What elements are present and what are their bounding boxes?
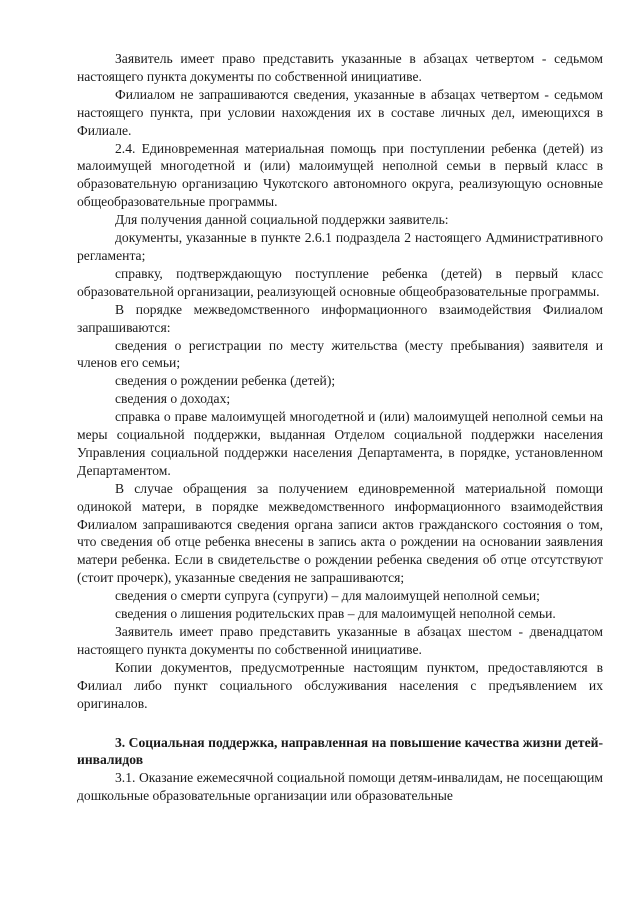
paragraph-registration-info: сведения о регистрации по месту жительства (месту пребывания) заявителя и членов его семьи; bbox=[77, 337, 603, 371]
paragraph-first-grade-certificate: справку, подтверждающую поступление ребенка (детей) в первый класс образовательной организации, реализующей основные общеобразовательные программы. bbox=[77, 265, 603, 299]
paragraph-applicant-right-4-7: Заявитель имеет право представить указанные в абзацах четвертом - седьмом настоящего пункта документы по собственной инициативе. bbox=[77, 51, 603, 84]
paragraph-income-info: сведения о доходах; bbox=[115, 391, 231, 407]
paragraph-birth-info: сведения о рождении ребенка (детей); bbox=[115, 373, 336, 389]
paragraph-3-1: 3.1. Оказание ежемесячной социальной помощи детям-инвалидам, не посещающим дошкольные образовательные организации или образовательные bbox=[77, 770, 603, 804]
document-page bbox=[77, 50, 603, 805]
paragraph-single-mother: В случае обращения за получением единовременной материальной помощи одинокой матери, в порядке межведомственного информационного взаимодействия Филиалом запрашиваются сведения органа записи актов гражданского состояния о том, что сведения об отце ребенка внесены в запись акта о рождении на основании заявления матери ребенка. Если в свидетельстве о рождении ребенка сведения об отце отсутствуют (стоит прочерк), указанные сведения не запрашиваются; bbox=[77, 480, 603, 586]
paragraph-branch-not-request: Филиалом не запрашиваются сведения, указанные в абзацах четвертом - седьмом настоящего пункта, при условии нахождения их в составе личных дел, имеющихся в Филиале. bbox=[77, 86, 603, 138]
paragraph-large-family-certificate: справка о праве малоимущей многодетной и (или) малоимущей неполной семьи на меры социальной поддержки, выданная Отделом социальной поддержки населения Управления социальной поддержки населения Департамента, в порядке, установленном Департаментом. bbox=[77, 409, 603, 478]
paragraph-document-copies: Копии документов, предусмотренные настоящим пунктом, предоставляются в Филиал либо пункт социального обслуживания населения с предъявлением их оригиналов. bbox=[77, 659, 603, 711]
section-3-heading: 3. Социальная поддержка, направленная на повышение качества жизни детей-инвалидов bbox=[77, 734, 603, 768]
paragraph-to-receive-support: Для получения данной социальной поддержки заявитель: bbox=[115, 212, 449, 228]
paragraph-applicant-right-6-12: Заявитель имеет право представить указанные в абзацах шестом - двенадцатом настоящего пункта документы по собственной инициативе. bbox=[77, 624, 603, 657]
paragraph-interagency-request: В порядке межведомственного информационного взаимодействия Филиалом запрашиваются: bbox=[77, 301, 603, 335]
paragraph-spouse-death: сведения о смерти супруга (супруги) – для малоимущей неполной семьи; bbox=[115, 588, 540, 604]
paragraph-2-4-one-time-aid: 2.4. Единовременная материальная помощь при поступлении ребенка (детей) из малоимущей многодетной и (или) малоимущей неполной семьи в первый класс в образовательную организацию Чукотского автономного округа, реализующую основные общеобразовательные программы. bbox=[77, 140, 603, 210]
paragraph-documents-2-6-1: документы, указанные в пункте 2.6.1 подраздела 2 настоящего Административного регламента; bbox=[77, 230, 603, 263]
paragraph-parental-rights: сведения о лишения родительских прав – для малоимущей неполной семьи. bbox=[115, 606, 556, 622]
